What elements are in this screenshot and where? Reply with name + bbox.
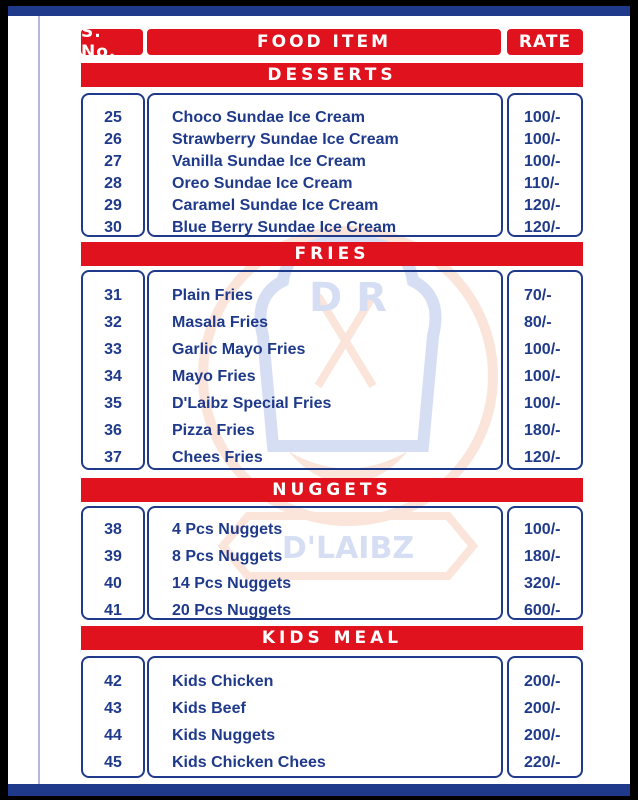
- item-rate: 100/-: [524, 153, 561, 170]
- item-rate: 120/-: [524, 449, 561, 466]
- item-name: Garlic Mayo Fries: [172, 341, 306, 358]
- item-number: 38: [104, 521, 122, 538]
- item-number: 28: [104, 175, 122, 192]
- menu-page: [8, 6, 630, 796]
- section-title-fries: FRIES: [81, 242, 583, 266]
- header-rate: RATE: [507, 29, 583, 55]
- item-name: 8 Pcs Nuggets: [172, 548, 283, 565]
- item-name: Oreo Sundae Ice Cream: [172, 175, 353, 192]
- left-border-line: [38, 16, 40, 784]
- item-name: Kids Beef: [172, 700, 246, 717]
- item-rate: 120/-: [524, 197, 561, 214]
- item-number: 26: [104, 131, 122, 148]
- item-number: 36: [104, 422, 122, 439]
- item-name: Kids Chicken Chees: [172, 754, 326, 771]
- item-rate: 100/-: [524, 368, 561, 385]
- item-rate: 100/-: [524, 131, 561, 148]
- item-number: 39: [104, 548, 122, 565]
- item-number: 41: [104, 602, 122, 619]
- item-name: 4 Pcs Nuggets: [172, 521, 283, 538]
- item-name: Strawberry Sundae Ice Cream: [172, 131, 399, 148]
- item-number: 40: [104, 575, 122, 592]
- item-name: Kids Nuggets: [172, 727, 276, 744]
- logo-letter-d: D R: [309, 275, 387, 321]
- item-rate: 120/-: [524, 219, 561, 236]
- item-number: 31: [104, 287, 122, 304]
- item-name: Mayo Fries: [172, 368, 256, 385]
- item-number: 25: [104, 109, 122, 126]
- item-name: 14 Pcs Nuggets: [172, 575, 292, 592]
- item-rate: 600/-: [524, 602, 561, 619]
- item-name: 20 Pcs Nuggets: [172, 602, 292, 619]
- item-rate: 80/-: [524, 314, 552, 331]
- item-name: Caramel Sundae Ice Cream: [172, 197, 379, 214]
- item-name: Chees Fries: [172, 449, 263, 466]
- item-name: Choco Sundae Ice Cream: [172, 109, 365, 126]
- item-rate: 320/-: [524, 575, 561, 592]
- item-rate: 100/-: [524, 395, 561, 412]
- item-name: Blue Berry Sundae Ice Cream: [172, 219, 397, 236]
- section-title-kids-meal: KIDS MEAL: [81, 626, 583, 650]
- item-rate: 100/-: [524, 521, 561, 538]
- item-number: 45: [104, 754, 122, 771]
- item-name: Vanilla Sundae Ice Cream: [172, 153, 366, 170]
- item-name: Masala Fries: [172, 314, 269, 331]
- item-number: 30: [104, 219, 122, 236]
- item-rate: 180/-: [524, 422, 561, 439]
- item-number: 43: [104, 700, 122, 717]
- item-rate: 110/-: [524, 175, 560, 192]
- item-number: 37: [104, 449, 122, 466]
- item-rate: 200/-: [524, 727, 561, 744]
- section-title-nuggets: NUGGETS: [81, 478, 583, 502]
- item-rate: 180/-: [524, 548, 561, 565]
- item-name: Plain Fries: [172, 287, 253, 304]
- item-name: Pizza Fries: [172, 422, 255, 439]
- header-food-item: FOOD ITEM: [147, 29, 501, 55]
- item-rate: 220/-: [524, 754, 561, 771]
- item-rate: 100/-: [524, 341, 561, 358]
- item-number: 35: [104, 395, 122, 412]
- item-number: 34: [104, 368, 122, 385]
- item-number: 44: [104, 727, 122, 744]
- bottom-border: [8, 784, 630, 796]
- item-number: 42: [104, 673, 122, 690]
- item-name: D'Laibz Special Fries: [172, 395, 332, 412]
- section-title-desserts: DESSERTS: [81, 63, 583, 87]
- item-number: 32: [104, 314, 122, 331]
- item-number: 27: [104, 153, 122, 170]
- item-rate: 200/-: [524, 700, 561, 717]
- item-rate: 200/-: [524, 673, 561, 690]
- item-number: 29: [104, 197, 122, 214]
- item-rate: 70/-: [524, 287, 552, 304]
- item-rate: 100/-: [524, 109, 561, 126]
- header-sno: S. No.: [81, 29, 143, 55]
- item-name: Kids Chicken: [172, 673, 274, 690]
- logo-brand-text: D'LAIBZ: [281, 531, 415, 566]
- item-number: 33: [104, 341, 122, 358]
- top-border: [8, 6, 630, 16]
